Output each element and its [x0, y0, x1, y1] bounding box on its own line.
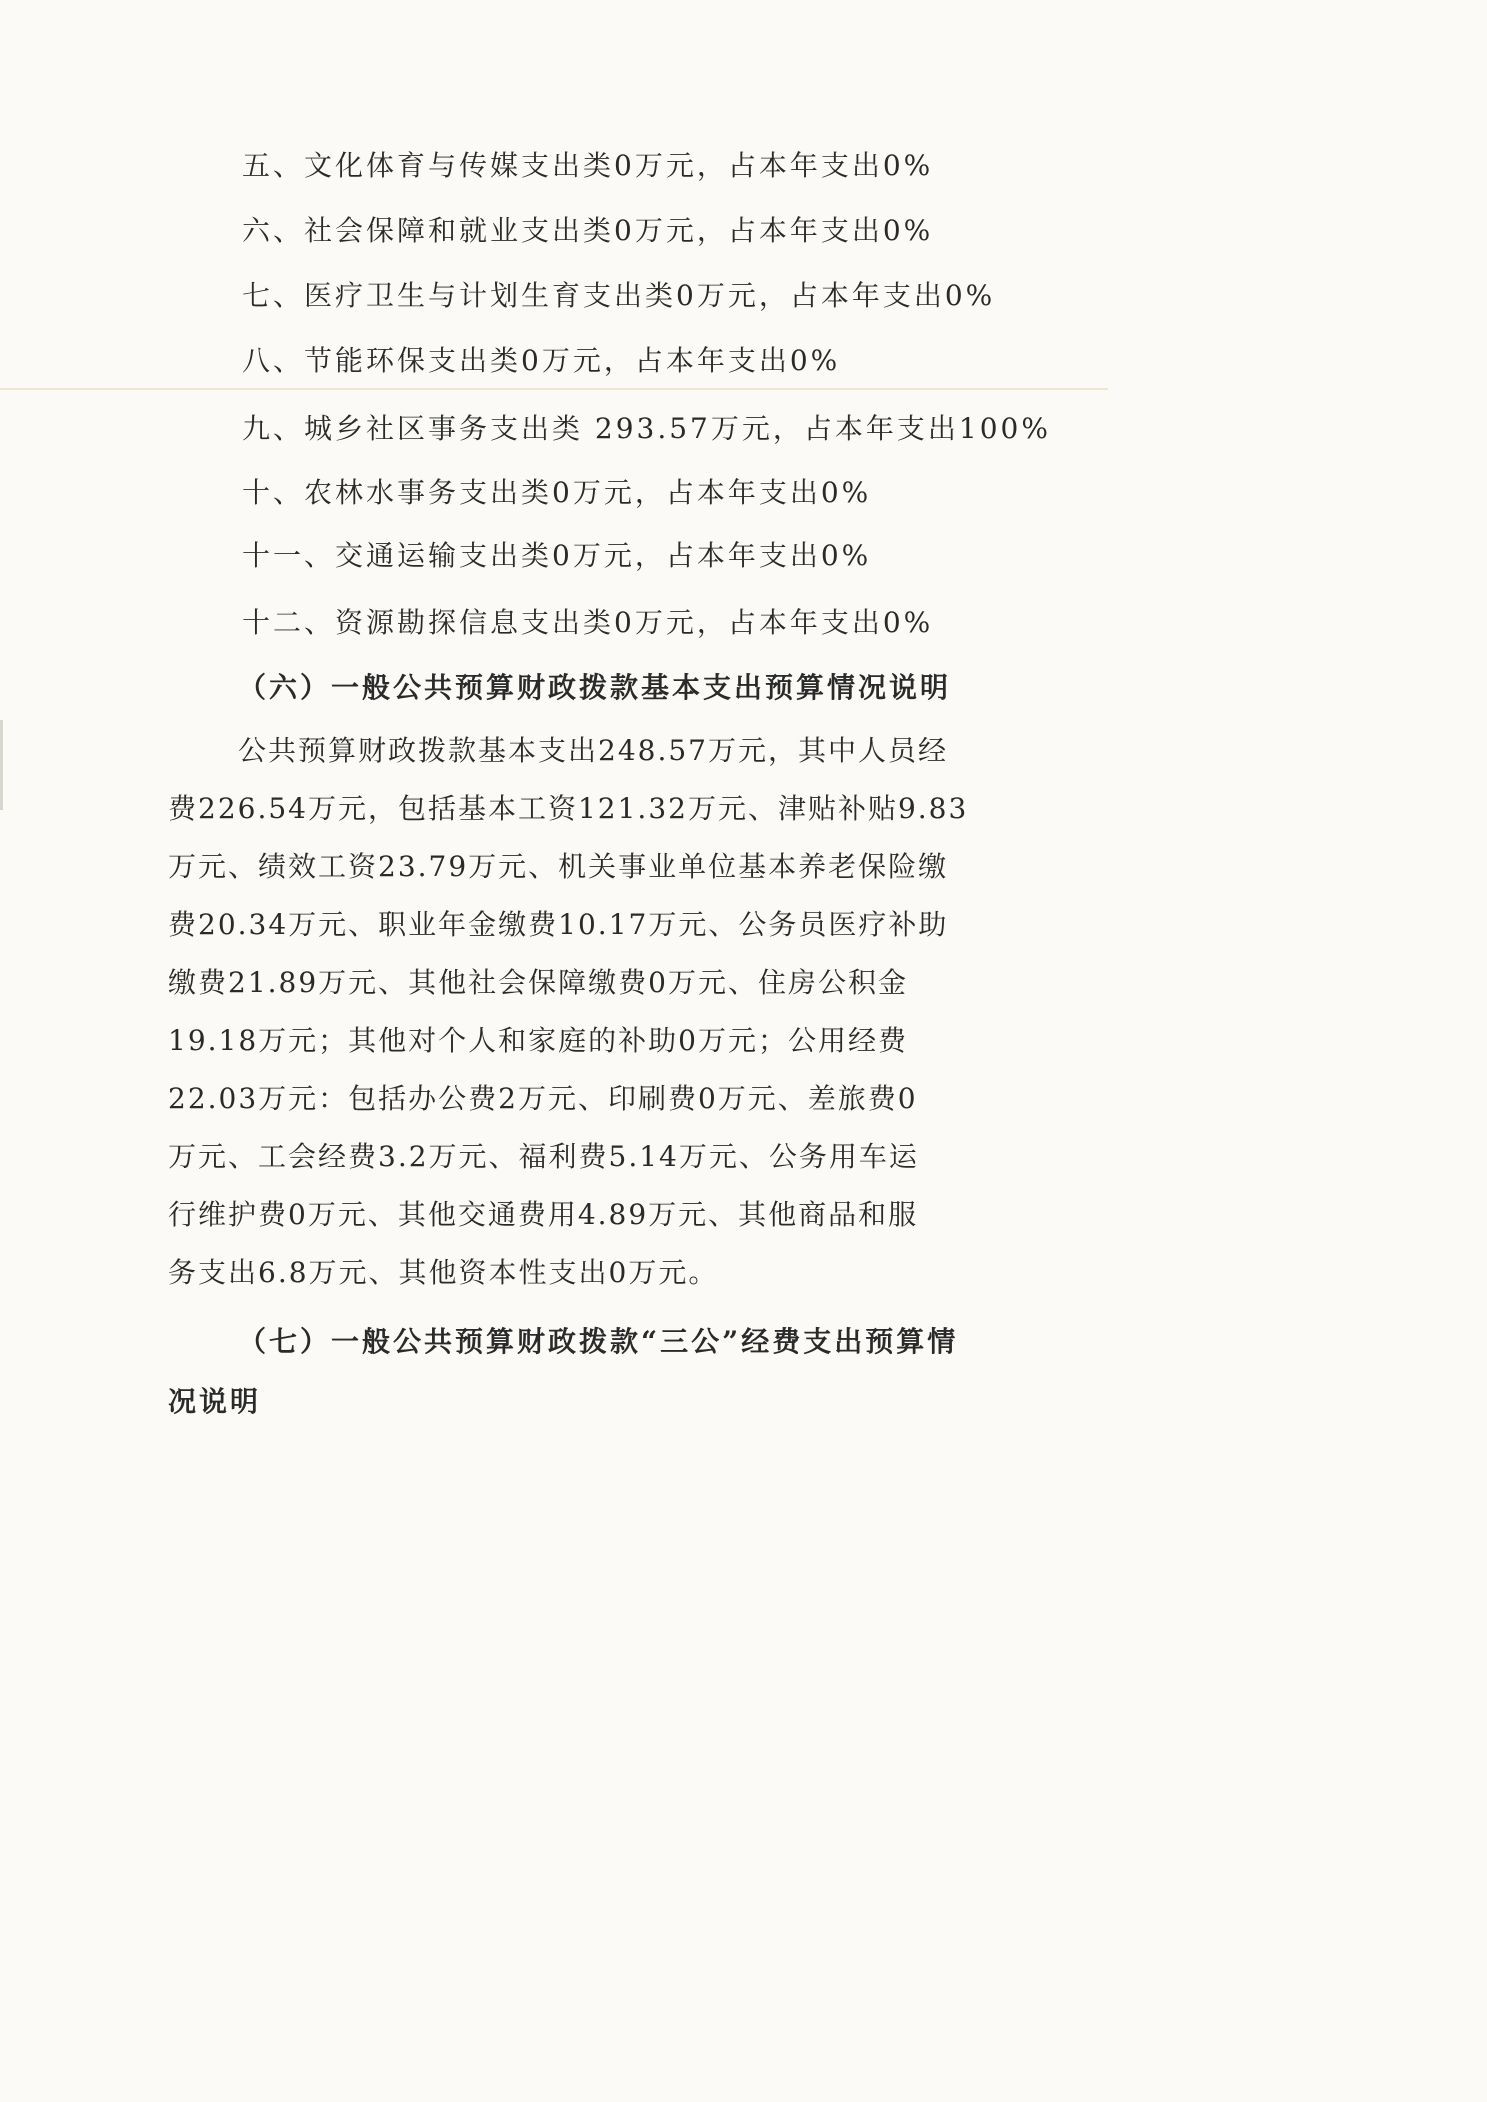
- expense-item: 十二、资源勘探信息支出类0万元，占本年支出0%: [242, 606, 934, 639]
- expense-item: 六、社会保障和就业支出类0万元，占本年支出0%: [242, 214, 934, 247]
- section6-body: [168, 722, 969, 1302]
- body-line: 务支出6.8万元、其他资本性支出0万元。: [168, 1256, 719, 1289]
- body-line: 费226.54万元，包括基本工资121.32万元、津贴补贴9.83: [168, 792, 969, 825]
- body-line: 费20.34万元、职业年金缴费10.17万元、公务员医疗补助: [168, 908, 949, 941]
- expense-item: 九、城乡社区事务支出类 293.57万元，占本年支出100%: [242, 412, 1051, 445]
- scan-edge-mark: [0, 720, 3, 810]
- body-line: 22.03万元：包括办公费2万元、印刷费0万元、差旅费0: [168, 1082, 918, 1115]
- section6-heading: （六）一般公共预算财政拨款基本支出预算情况说明: [238, 671, 952, 704]
- body-line: 19.18万元；其他对个人和家庭的补助0万元；公用经费: [168, 1024, 908, 1057]
- expense-item: 八、节能环保支出类0万元，占本年支出0%: [242, 344, 841, 377]
- body-line: 万元、绩效工资23.79万元、机关事业单位基本养老保险缴: [168, 850, 949, 883]
- expense-item: 七、医疗卫生与计划生育支出类0万元，占本年支出0%: [242, 279, 996, 312]
- body-line: 缴费21.89万元、其他社会保障缴费0万元、住房公积金: [168, 966, 908, 999]
- body-line: 公共预算财政拨款基本支出248.57万元，其中人员经: [238, 734, 948, 767]
- body-line: 行维护费0万元、其他交通费用4.89万元、其他商品和服: [168, 1198, 919, 1231]
- expense-item: 五、文化体育与传媒支出类0万元，占本年支出0%: [242, 149, 934, 182]
- expense-item: 十、农林水事务支出类0万元，占本年支出0%: [242, 476, 872, 509]
- expense-item: 十一、交通运输支出类0万元，占本年支出0%: [242, 539, 872, 572]
- body-line: 万元、工会经费3.2万元、福利费5.14万元、公务用车运: [168, 1140, 919, 1173]
- section7-heading-cont: 况说明: [168, 1385, 262, 1418]
- scan-fold-line: [0, 388, 1108, 390]
- section7-heading: （七）一般公共预算财政拨款“三公”经费支出预算情: [238, 1325, 959, 1358]
